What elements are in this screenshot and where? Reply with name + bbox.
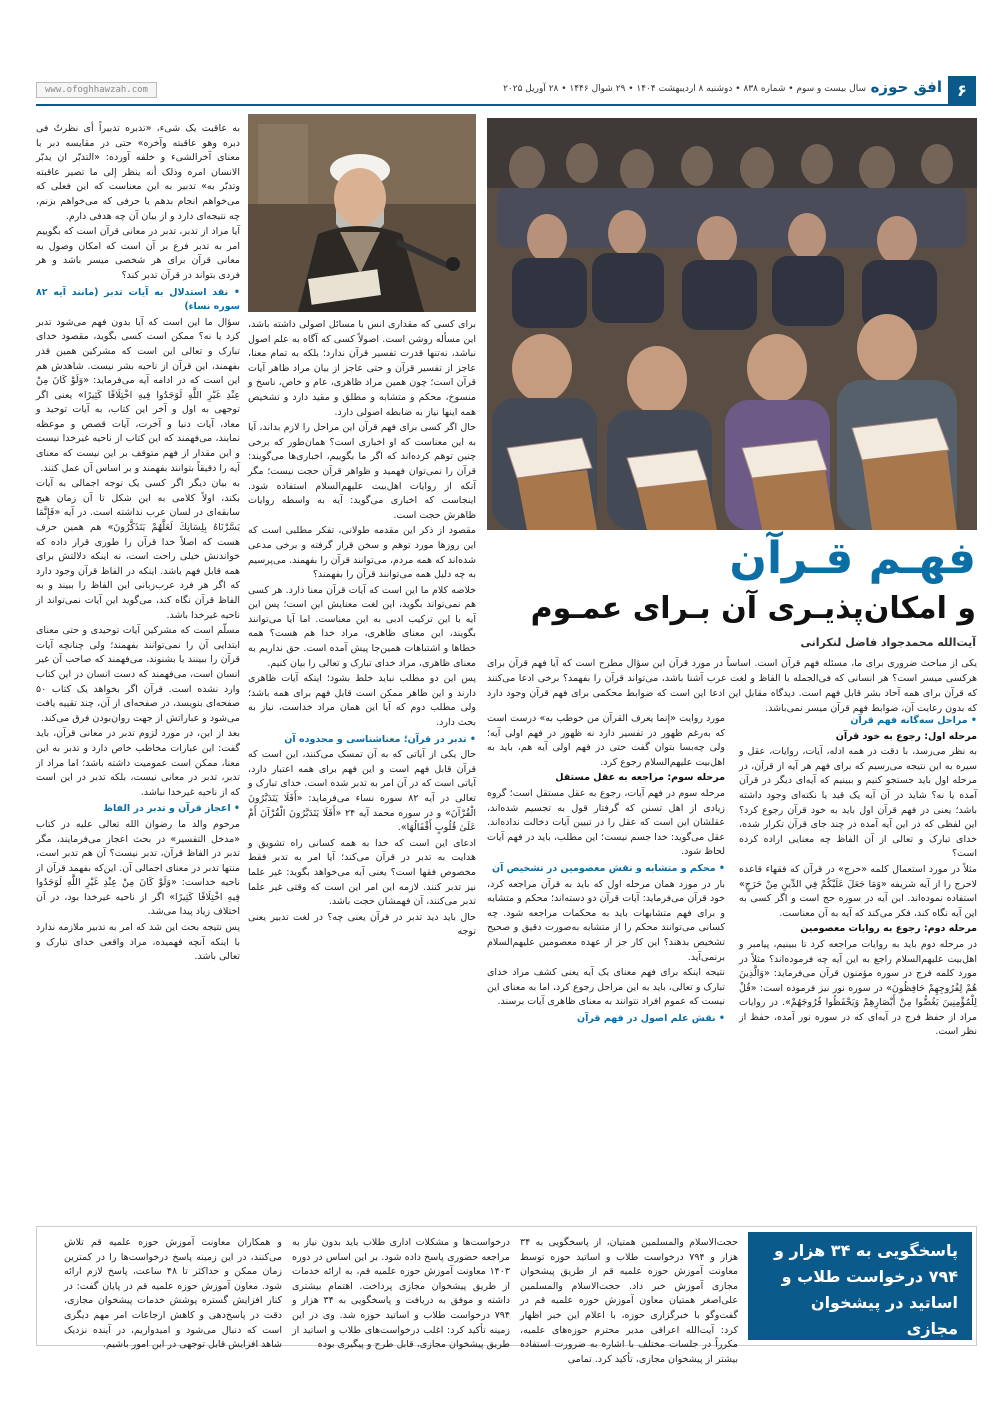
crowd-illustration (487, 118, 977, 530)
paragraph: آیا مراد از تدبر، تدبر در معانی قرآن است که بگوییم امر به تدبر فرع بر آن است که امکان وصول به معانی قرآن برای هر شخصی میسر باشد و هر فردی بتواند در قرآن تدبر کند؟ (36, 226, 240, 281)
paragraph: پس نتیجه بحث این شد که امر به تدبیر ملازمه ندارد با اینکه آنچه فهمیده، مراد واقعی خدای تبارک و تعالی باشد. (36, 922, 240, 963)
text-column-1 (36, 122, 240, 1220)
paragraph: خلاصه کلام ما این است که آیات قرآن معنا دارد. هر کسی هم نمی‌تواند بگوید، این لغت معنایش این است؛ پس این آیه با این ترکیب ادبی به این معناست. اما آیا می‌توانند بگویند، این معنای ظاهری، مراد خدا هم هست؟ همه خطاها و اشتباهات همین‌جا پیش آمده است. حق نداریم به معنای ظاهری، مراد خدای تبارک و تعالی را بیان کنیم. (248, 584, 476, 669)
article-author: آیت‌الله محمدجواد فاضل لنکرانی (800, 636, 976, 649)
section-subheading: مرحله دوم: رجوع به روایات معصومین (800, 923, 977, 935)
issue-info: سال بیست و سوم • شماره ۸۳۸ • دوشنبه ۸ اردیبهشت ۱۴۰۴ • ۲۹ شوال ۱۴۴۶ • ۲۸ آوریل ۲۰۲۵ (503, 84, 866, 94)
paragraph: در مرحله دوم باید به روایات مراجعه کرد تا ببینیم، پیامبر و اهل‌بیت علیهم‌السلام راجع به این آیه چه فرموده‌اند؟ مثلاً در مورد کلمه فرج در سوره مؤمنون قرآن می‌فرماید: «وَالَّذِينَ هُمْ لِفُرُوجِهِمْ حَافِظُونَ» در سوره نور نیز فرموده است: «قُلْ لِلْمُؤْمِنِينَ يَغُضُّوا مِنْ أَبْصَارِهِمْ وَيَحْفَظُوا فُرُوجَهُمْ». در روایات مراد از حفظ فرج در آیه‌ای که در سوره نور آمده، حفظ از نظر است. (739, 938, 977, 1038)
quran-readers-photo (487, 118, 977, 530)
news-column-3: و همکاران معاونت آموزش حوزه علمیه قم تلاش می‌کنند، در این زمینه پاسخ درخواست‌ها را در کمترین زمان ممکن و حداکثر تا ۴۸ ساعت، پاسخ لازم ارائه شود. معاون آموزش حوزه علمیه قم در پایان گفت: در کنار افزایش گستره پوشش خدمات پیشخوان مجازی، دقت در پاسخ‌دهی و کاهش ارجاعات امر مهم دیگری است که دنبال می‌شود و امیدواریم، در آینده نزدیک شاهد افزایش قابل توجهی در این امور باشیم. (64, 1237, 282, 1351)
paragraph: مورد روایت «إنما یعرف القرآن من خوطب به» درست است که به‌رغم ظهور در تفسیر دارد نه ظهور در فهم اولی آیه؛ ولی چه‌بسا بتوان گفت حتی در فهم اولی آیه هم، باید به اهل‌بیت علیهم‌السلام رجوع کرد. (487, 713, 725, 768)
paragraph: برای کسی که مقداری انس با مسائل اصولی داشته باشد، این مسأله روشن است. اصولاً کسی که آگاه به علم اصول نباشد، نه‌تنها قدرت تفسیر قرآن ندارد؛ بلکه به تمام معنا، عاجز از تفسیر قرآن و حتی عاجز از بیان مراد ظاهر آیات قرآن است؛ چون همین مراد ظاهری، عام و خاص، ناسخ و منسوخ، محکم و متشابه و مطلق و مقید دارد و تشخیص همه اینها نیاز به ضابطه اصولی دارد. (248, 319, 476, 418)
paragraph: سؤال ما این است که آیا بدون فهم می‌شود تدبر کرد یا نه؟ ممکن است کسی بگوید، مقصود خدای تبارک و تعالی این است که مشرکین همین قدر بفهمند، این قرآن از ناحیه بشر نیست. شاهدش هم این است که در ادامه آیه می‌فرماید: «وَلَوْ كَانَ مِنْ عِنْدِ غَيْرِ اللَّهِ لَوَجَدُوا فِيهِ اخْتِلَافًا كَثِيرًا» یعنی اگر توجهی به اول و آخر این کتاب، به آیات توحید و معاد، آیات دنیا و آخرت، آیات قصص و موعظه نمایند، می‌فهمند که این کتاب از ناحیه غیرخدا نیست و این مقدار از فهم متوقف بر این نیست که معنای آیه را دقیقاً بتوانند بفهمند و بر اساس آن عمل کنند. (36, 316, 240, 474)
paragraph: بار در مورد همان مرحله اول که باید به قرآن مراجعه کرد، خود قرآن می‌فرماید: آیات قرآن دو دسته‌اند؛ محکم و متشابه و برای فهم متشابهات باید به محکمات مراجعه شود. چه کسانی می‌توانند محکم را از متشابه به‌صورت دقیق و صحیح تشخیص بدهند؟ این کار جز از عهده معصومین علیهم‌السلام برنمی‌آید. (487, 878, 725, 963)
article-title: فهـم قـرآن (729, 533, 976, 584)
paragraph: پس این دو مطلب نباید خلط بشود؛ اینکه آیات ظاهری دارند و این ظاهر ممکن است قابل فهم برای همه باشد؛ ولی مطلب دوم که آیا این همان مراد خداست، نیاز به بحث دارد. (248, 673, 476, 729)
paragraph: مثلاً در مورد استعمال کلمه «حرج» در قرآن که فقهاء قاعده لاحرج را از آیه شریفه «وَمَا جَعَلَ عَلَيْكُمْ فِي الدِّينِ مِنْ حَرَجٍ» استفاده نموده‌اند. این آیه در سوره حج است و اگر کسی به این آیه نگاه کند، فکر می‌کند که آیه به آن معناست. (739, 863, 977, 919)
paragraph: به عاقبت یک شیء، «تدبره تدبیراً أی نظرتُ فی دبره وهو عاقبته وآخره» حتی در مقایسه دبر با معنای آخرالشیء و خلفه آورده: «التدبّر ان یدبّر الانسان امره وذلک أنه ینظر إلی ما تصیر عاقبته وتدبّر به» تدبیر به این معناست که این فعلی که می‌خواهم انجام بدهم یا حرفی که می‌خواهم بزنم، چه نتیجه‌ای دارد و از بیان آن چه هدفی دارم. (36, 123, 240, 222)
news-column-1: حجت‌الاسلام والمسلمین همتیان، از پاسخگویی به ۳۴ هزار و ۷۹۴ درخواست طلاب و اساتید حوزه توسط معاونت آموزش حوزه علمیه قم از طریق پیشخوان مجازی آموزش خبر داد. حجت‌الاسلام والمسلمین علی‌اصغر همتیان معاون آموزش حوزه علمیه قم در گفت‌وگو با خبرگزاری حوزه، با اعلام این خبر اظهار کرد: آیت‌الله اعرافی مدیر محترم حوزه‌های علمیه، مکرراً در جلسات مختلف با اشاره به ضرورت استفاده بیشتر از پیشخوان مجازی، تأکید کرد. تمامی (520, 1237, 738, 1365)
text-column-2 (248, 318, 476, 1220)
speaker-illustration (248, 114, 476, 312)
paragraph: مسلّم است که مشرکین آیات توحیدی و حتی معنای ابتدایی آن را نمی‌توانند بفهمند؛ ولی چنانچه آیات قرآن را ببینند یا بشنوند، می‌فهمند که صاحب آن غیر انسان است، می‌فهمند که دست انسان در این کتاب وارد نشده است. قرآن اگر بخواهد یک کتاب ۵۰ صفحه‌ای بنویسد، در صفحه‌ای از آن، چند تقییه یافت می‌شود و عباراتش از جهت روان‌بودن فرق می‌کند. (36, 625, 240, 724)
paragraph: نتیجه اینکه برای فهم معنای یک آیه یعنی کشف مراد خدای تبارک و تعالی، باید به این مراحل رجوع کرد، اما به معنای این نیست که عموم افراد نتوانند به معنای ظاهری آیات برسند. (487, 967, 725, 1008)
section-subheading: مرحله سوم: مراجعه به عقل مستقل (555, 772, 725, 784)
website-url[interactable]: www.ofoghhawzah.com (36, 82, 157, 98)
page-header (36, 76, 976, 106)
paragraph: حال باید دید تدبر در قرآن یعنی چه؟ در لغت تدبیر یعنی توجه (248, 911, 476, 938)
section-heading: • محکم و متشابه و نقش معصومین در تشخیص آن (491, 862, 725, 874)
text-column-4 (739, 712, 977, 1220)
paragraph: بعد از این، در مورد لزوم تدبر در معانی قرآن، باید گفت: این عبارات مخاطب خاص دارد و تدبر به این معنا، ممکن است عمومیت داشته باشد؛ اما مراد از تدبر، تدبر در معانی نیست، بلکه تدبر در این است که از ناحیه غیرخدا نباشد. (36, 728, 240, 798)
paragraph: ادعای این است که خدا به همه کسانی راه تشویق و هدایت به تدبر در قرآن می‌کند؛ آیا امر به تدبر فقط مخصوص فقها است؟ یعنی آیه می‌خواهد بگوید: غیر علما نیز تدبر کنند. لازمه این امر این است که وقتی غیر علما تدبر می‌کنند، آن فهمشان حجت باشد. (248, 837, 476, 908)
news-headline: پاسخگویی به ۳۴ هزار و ۷۹۴ درخواست طلاب و اساتید در پیشخوان مجازی (748, 1232, 972, 1340)
paragraph: حال اگر کسی برای فهم قرآن این مراحل را لازم بداند، آیا به این معناست که او اخباری است؟ همان‌طور که برخی چنین توهم کرده‌اند که اگر ما بگوییم، اخباری‌ها می‌گویند: قرآن را نمی‌توان فهمید و ظواهر قرآن حجت نیست؛ مگر آنکه از روایات اهل‌بیت علیهم‌السلام استفاده شود. اینجاست که اخباری می‌گوید: آیه به واسطه روایات ظاهرش حجت است. (248, 422, 476, 521)
section-heading: • نقد استدلال به آیات تدبر (مانند آیه ۸۲ سوره نساء) (36, 286, 240, 313)
article-lead: یکی از مباحث ضروری برای ما، مسئله فهم قرآن است. اساساً در مورد قرآن این سؤال مطرح است که آیا فهم قرآن برای هرکسی میسر است؟ هر انسانی که فی‌الجمله با الفاظ و لغت عرب آشنا باشد، می‌تواند قرآن را بفهمد؟ برخی ادعا می‌کنند که قرآن برای همه آحاد بشر قابل فهم است. دیدگاه مقابل این ادعا این است که ضوابط محکمی برای فهم قرآن وجود دارد که بدون رعایت آن، ضوابط فهم قرآن میسر نمی‌باشد. (487, 658, 977, 714)
paragraph: حال یکی از آیاتی که به آن تمسک می‌کنند، این است که قرآن قابل فهم است و این فهم برای همه اعتبار دارد، آیاتی است که در آن امر به تدبر شده است. خدای تبارک و تعالی در آیه ۸۲ سوره نساء می‌فرماید: «أَفَلَا يَتَدَبَّرُونَ الْقُرْآنَ» و در سوره محمد آیه ۲۴ «أَفَلَا يَتَدَبَّرُونَ الْقُرْآنَ أَمْ عَلَىٰ قُلُوبٍ أَقْفَالُهَا». (248, 749, 476, 834)
text-column-3 (487, 712, 725, 1220)
newspaper-logo: افق حوزه (870, 78, 942, 96)
article-subtitle: و امکان‌پذیـری آن بـرای عمـوم (530, 591, 976, 626)
paragraph: مرحله سوم در فهم آیات، رجوع به عقل مستقل است؛ گروه زیادی از اهل تسنن که گرفتار قول به تجسیم شده‌اند، عقلشان این است که عقل را در تبیین آیات دخالت نداده‌اند. عقل می‌گوید: خدا جسم نیست؛ این مطلب، باید در فهم آیات لحاظ شود. (487, 787, 725, 858)
paragraph: به نظر می‌رسد، با دقت در همه ادله، آیات، روایات، عقل و سیره به این نتیجه می‌رسیم که برای فهم هر آیه از قرآن، در مرحله اول باید جستجو کنیم و ببینیم که آیه‌ای دیگر در قرآن آمده یا نه؟ شاید در آن آیه یک قید یا نکته‌ای وجود داشته باشد؛ یعنی در فهم قرآن اول باید به خود قرآن رجوع کرد؟ این لفظی که در این آیه آمده در چند جای قرآن تکرار شده، خدای تبارک و تعالی از آن الفاظ چه معنایی اراده کرده است؟ (739, 746, 977, 860)
section-heading: • نقش علم اصول در فهم قرآن (577, 1012, 725, 1024)
section-heading: • اعجاز قرآن و تدبر در الفاظ (103, 803, 240, 815)
page-number: ۶ (948, 76, 976, 104)
section-subheading: مرحله اول: رجوع به خود قرآن (835, 730, 977, 742)
paragraph: مقصود از ذکر این مقدمه طولانی، تفکر مطلبی است که این روزها مورد توهم و سخن قرار گرفته و برخی مدعی شده‌اند که همه مردم، می‌توانند قرآن را بفهمند. می‌پرسیم به چه دلیل همه می‌توانند قرآن را بفهمند؟ (248, 525, 476, 581)
speaker-photo (248, 114, 476, 312)
news-column-2: درخواست‌ها و مشکلات اداری طلاب باید بدون نیاز به مراجعه حضوری پاسخ داده شود. بر این اساس در دوره ۱۴۰۳ معاونت آموزش حوزه علمیه قم، به ارائه خدمات از طریق پیشخوان مجازی پرداخت. اهتمام بیشتری داشته و موفق به دریافت و پاسخگویی به ۳۴ هزار و ۷۹۴ درخواست طلاب و اساتید حوزه شد. وی در این زمینه تأکید کرد: اغلب درخواست‌های طلاب و اساتید از طریق پیشخوان مجازی، قابل طرح و پیگیری بوده (292, 1237, 510, 1351)
section-heading: • مراحل سه‌گانه فهم قرآن (850, 715, 977, 726)
paragraph: مرحوم والد ما رضوان الله تعالی علیه در کتاب «مدخل التفسیر» در بحث اعجاز می‌فرمایند، مگر تدبر در الفاظ قرآن، تدبر نیست؟ آن هم تدبر است، منتها تدبر در معنای اجمالی آن. این‌که بفهمد قرآن از ناحیه خداست: «وَلَوْ كَانَ مِنْ عِنْدِ غَيْرِ اللَّهِ لَوَجَدُوا فِيهِ اخْتِلَافًا كَثِيرًا» اگر از ناحیه غیرخدا بود، در آن اختلاف زیاد پیدا می‌شد. (36, 818, 240, 918)
section-heading: • تدبر در قرآن؛ معناشناسی و محدوده آن (284, 733, 476, 745)
paragraph: به بیان دیگر اگر کسی یک توجه اجمالی به آیات بکند، اولاً کلامی به این شکل تا آن زمان هیچ سابقه‌ای در لسان عرب نداشته است. در آیه «فَإِنَّمَا يَسَّرْنَاهُ بِلِسَانِكَ لَعَلَّهُمْ يَتَذَكَّرُونَ» هم همین حرف هست که اصلاً خدا قرآن را طوری قرار داده که خواندنش خیلی راحت است، نه اینکه دلالتش برای همه قابل فهم باشد. اینکه در الفاظ قرآن وجود دارد که اگر هر فرد عرب‌زبانی این الفاظ را ببیند و به الفاظ قرآن نگاه کند، می‌گوید این آیات نمی‌تواند از ناحیه غیرخدا باشد. (36, 478, 240, 621)
